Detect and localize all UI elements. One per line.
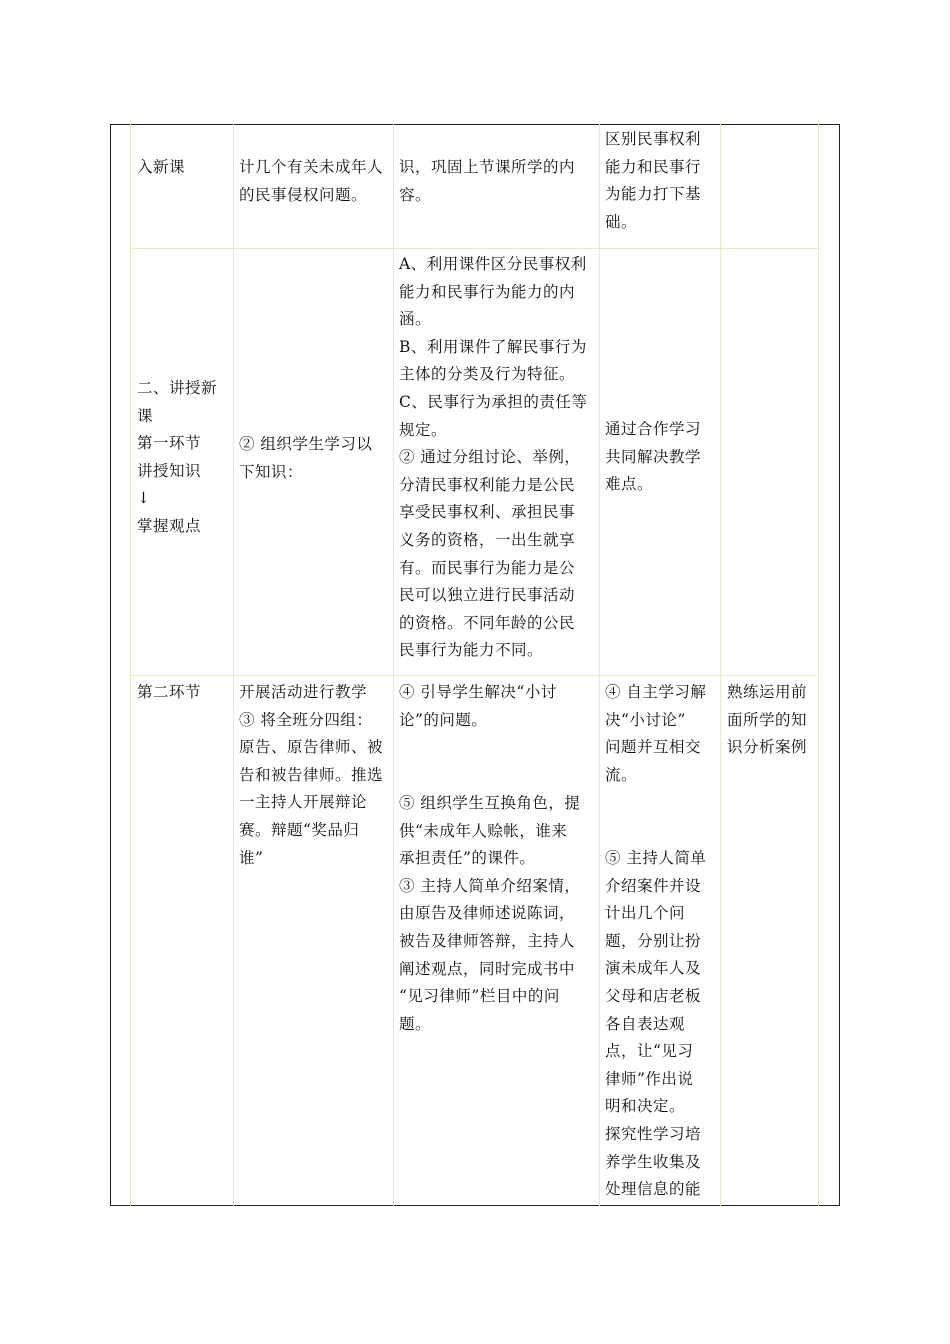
stage-cell: 二、讲授新 课 第一环节 讲授知识 ↓ 掌握观点 (137, 379, 218, 535)
teacher-activity-cell: 开展活动进行教学 ③ 将全班分四组： 原告、原告律师、被 告和被告律师。推选 一主持人开展辩论 赛。辩题“奖品归 谁” (239, 683, 384, 867)
student-activity-cell: A、利用课件区分民事权利 能力和民事行为能力的内 涵。 B、利用课件了解民事行为 主体的分类及行为特征。 C、民事行为承担的责任等 规定。 ② 通过分组讨论、举例， 分清民事权利能力是公民 享受民事权利、承担民事 义务的资格，一出生就享 有。而民事行为能力是公 民可以独立进行民事活动 的资格。不同年龄的公民 民事行为能力不同。 (399, 255, 588, 660)
teacher-activity-cell: ② 组织学生学习以 下知识： (239, 435, 373, 481)
remark-cell: 熟练运用前 面所学的知 识分析案例 (727, 683, 808, 757)
design-intent-cell: ⑤ 主持人简单 介绍案件并设 计出几个问 题，分别让扮 演未成年人及 父母和店老板 各自表达观 点，让“见习 律师”作出说 明和决定。 探究性学习培 养学生收集及 处理信息的能 (605, 849, 707, 1199)
column-divider (130, 124, 131, 1206)
student-activity-cell: ⑤ 组织学生互换角色，提 供“未成年人赊帐，谁来 承担责任”的课件。 ③ 主持人简单介绍案情， 由原告及律师述说陈词， 被告及律师答辩，主持人 阐述观点，同时完成书中 “见习律师”栏目中的问 题。 (399, 794, 581, 1033)
student-activity-cell: ④ 引导学生解决“小讨 论”的问题。 (399, 683, 557, 729)
column-divider (233, 124, 234, 1206)
row-divider (130, 248, 820, 249)
column-divider (393, 124, 394, 1206)
stage-cell: 入新课 (137, 158, 186, 176)
student-activity-cell: 识，巩固上节课所学的内 容。 (399, 158, 576, 204)
column-divider (818, 124, 819, 1206)
row-divider (130, 675, 820, 676)
design-intent-cell: 区别民事权利 能力和民事行 为能力打下基 础。 (605, 130, 702, 231)
column-divider (720, 124, 721, 1206)
design-intent-cell: 通过合作学习 共同解决教学 难点。 (605, 420, 702, 494)
column-divider (599, 124, 600, 1206)
teacher-activity-cell: 计几个有关未成年人 的民事侵权问题。 (239, 158, 384, 204)
design-intent-cell: ④ 自主学习解 决“小讨论” 问题并互相交 流。 (605, 683, 707, 784)
stage-cell: 第二环节 (137, 683, 202, 701)
